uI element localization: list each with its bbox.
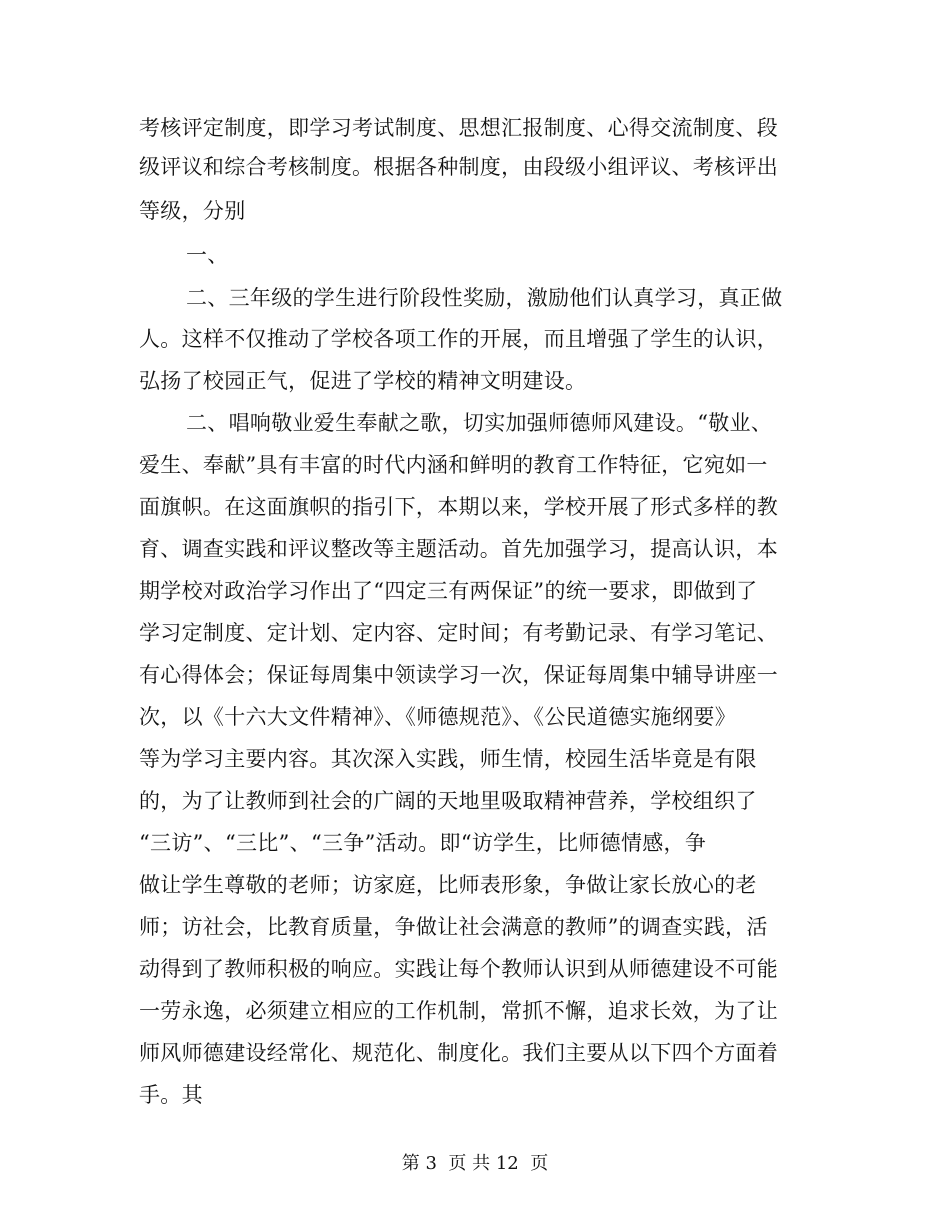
text-line: 级评议和综合考核制度。根据各种制度，由段级小组评议、考核评出 (139, 155, 778, 179)
text-line: 师风师德建设经常化、规范化、制度化。我们主要从以下四个方面着 (139, 1041, 778, 1065)
text-line: 等为学习主要内容。其次深入实践，师生情，校园生活毕竟是有限 (139, 747, 757, 771)
text-line: 次，以《十六大文件精神》、《师德规范》、《公民道德实施纲要》 (139, 705, 736, 729)
text-line: 二、唱响敬业爱生奉献之歌，切实加强师德师风建设。“敬业、 (186, 411, 773, 435)
text-line: 学习定制度、定计划、定内容、定时间；有考勤记录、有学习笔记、 (139, 621, 778, 645)
text-line: 师；访社会，比教育质量，争做让社会满意的教师”的调查实践，活 (139, 915, 768, 939)
text-line: 一劳永逸，必须建立相应的工作机制，常抓不懈，追求长效，为了让 (139, 999, 778, 1023)
text-line: 做让学生尊敬的老师；访家庭，比师表形象，争做让家长放心的老 (139, 873, 757, 897)
text-line: 面旗帜。在这面旗帜的指引下，本期以来，学校开展了形式多样的教 (139, 495, 778, 519)
text-line: 二、三年级的学生进行阶段性奖励，激励他们认真学习，真正做 (186, 286, 783, 310)
text-line: 的，为了让教师到社会的广阔的天地里吸取精神营养，学校组织了 (139, 789, 757, 813)
text-line: 一、 (186, 243, 229, 267)
page-number-footer: 第 3 页 共 12 页 (401, 1153, 549, 1174)
text-line: 考核评定制度，即学习考试制度、思想汇报制度、心得交流制度、段 (139, 116, 778, 140)
text-line: 手。其 (139, 1083, 203, 1107)
text-line: 爱生、奉献”具有丰富的时代内涵和鲜明的教育工作特征，它宛如一 (139, 453, 768, 477)
text-line: “三访”、“三比”、“三争”活动。即“访学生，比师德情感，争 (139, 831, 707, 855)
text-line: 期学校对政治学习作出了“四定三有两保证”的统一要求，即做到了 (139, 579, 758, 603)
text-line: 等级，分别 (139, 199, 246, 223)
text-line: 动得到了教师积极的响应。实践让每个教师认识到从师德建设不可能 (139, 957, 778, 981)
text-line: 人。这样不仅推动了学校各项工作的开展，而且增强了学生的认识， (139, 327, 778, 351)
text-line: 育、调查实践和评议整改等主题活动。首先加强学习，提高认识，本 (139, 537, 778, 561)
text-line: 有心得体会；保证每周集中领读学习一次，保证每周集中辅导讲座一 (139, 663, 778, 687)
text-line: 弘扬了校园正气，促进了学校的精神文明建设。 (139, 369, 587, 393)
